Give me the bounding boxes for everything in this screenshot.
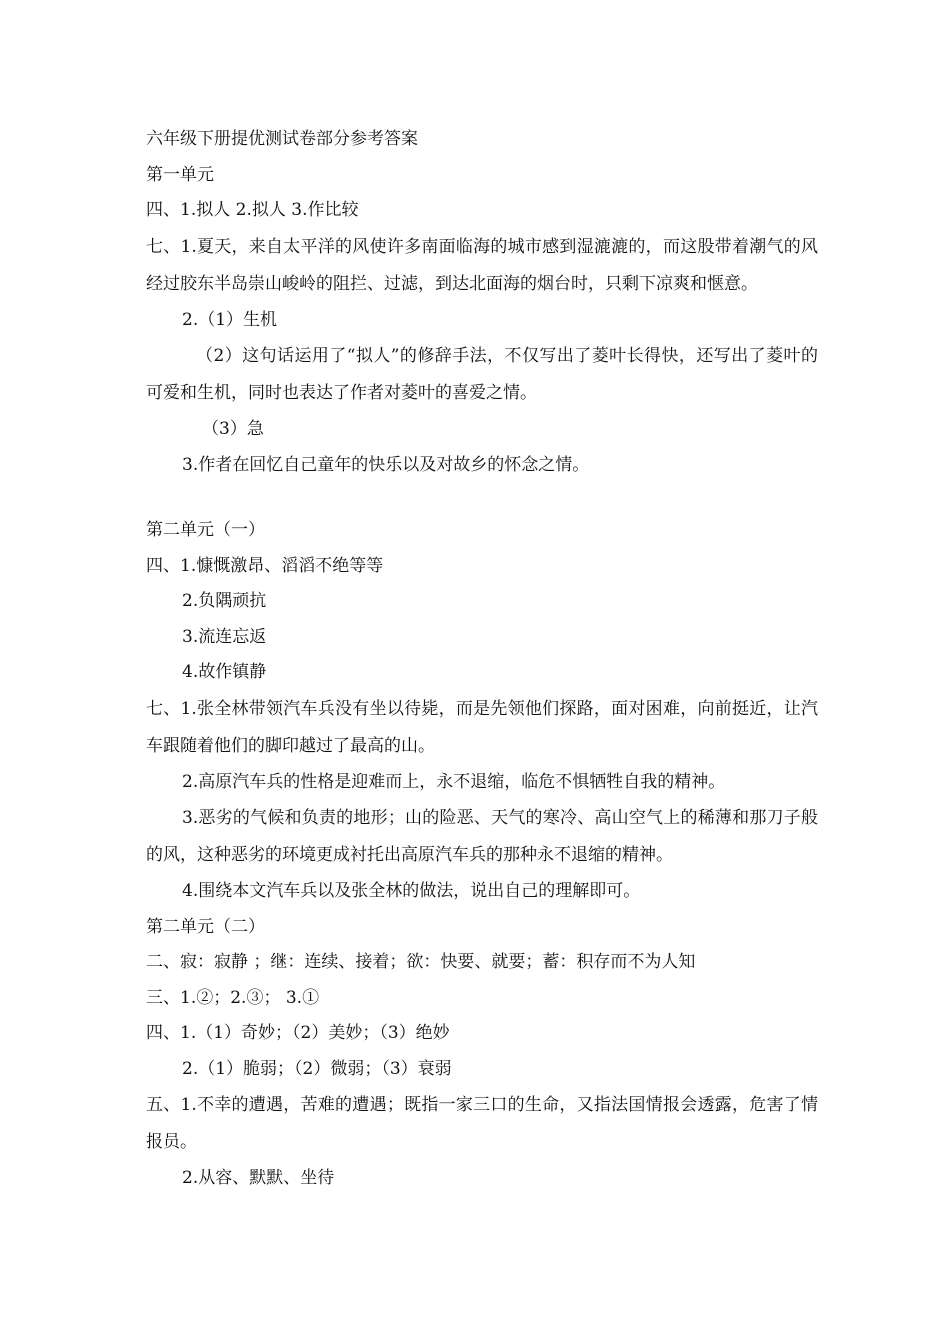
unit2b-q3-answer: 三、1.②；2.③； 3.① bbox=[146, 987, 320, 1008]
unit2a-q4-2-answer: 2.负隅顽抗 bbox=[182, 591, 267, 611]
unit2a-q7-2-answer: 2.高原汽车兵的性格是迎难而上，永不退缩，临危不惧牺牲自我的精神。 bbox=[182, 771, 726, 792]
unit2a-heading: 第二单元（一） bbox=[146, 520, 265, 540]
unit1-q7-2-3-answer: （3）急 bbox=[202, 419, 264, 439]
unit2a-q7-4-answer: 4.围绕本文汽车兵以及张全林的做法，说出自己的理解即可。 bbox=[182, 881, 641, 901]
unit1-q7-1-answer: 七、1.夏天，来自太平洋的风使许多南面临海的城市感到湿漉漉的，而这股带着潮气的风经过胶东半岛崇山峻岭的阻拦、过滤，到达北面海的烟台时，只剩下凉爽和惬意。 bbox=[146, 236, 818, 294]
document-title: 六年级下册提优测试卷部分参考答案 bbox=[146, 129, 418, 149]
unit2b-q5-1-answer: 五、1.不幸的遭遇，苦难的遭遇；既指一家三口的生命，又指法国情报会透露，危害了情报员。 bbox=[146, 1095, 818, 1152]
unit2a-q4-3-answer: 3.流连忘返 bbox=[182, 626, 267, 647]
unit1-q4-answer: 四、1.拟人 2.拟人 3.作比较 bbox=[146, 200, 359, 220]
unit2b-heading: 第二单元（二） bbox=[146, 916, 265, 937]
unit2b-q5-2-answer: 2.从容、默默、坐待 bbox=[182, 1168, 335, 1188]
unit1-q7-3-answer: 3.作者在回忆自己童年的快乐以及对故乡的怀念之情。 bbox=[182, 454, 590, 475]
answer-key-body bbox=[146, 122, 818, 1197]
section-spacer bbox=[146, 483, 818, 513]
unit1-heading: 第一单元 bbox=[146, 164, 214, 185]
unit2a-q7-1-answer: 七、1.张全林带领汽车兵没有坐以待毙，而是先领他们探路，面对困难，向前挺近，让汽车跟随着他们的脚印越过了最高的山。 bbox=[146, 698, 818, 756]
unit1-q7-2-1-answer: 2.（1）生机 bbox=[182, 309, 278, 330]
unit1-q7-2-2-answer: （2）这句话运用了“拟人”的修辞手法，不仅写出了菱叶长得快，还写出了菱叶的可爱和生机，同时也表达了作者对菱叶的喜爱之情。 bbox=[146, 346, 818, 403]
unit2a-q4-4-answer: 4.故作镇静 bbox=[182, 662, 267, 682]
unit2a-q4-1-answer: 四、1.慷慨激昂、滔滔不绝等等 bbox=[146, 555, 384, 576]
unit2b-q4-2-answer: 2.（1）脆弱；（2）微弱；（3）衰弱 bbox=[182, 1058, 452, 1079]
unit2b-q4-1-answer: 四、1.（1）奇妙；（2）美妙；（3）绝妙 bbox=[146, 1023, 450, 1043]
unit2a-q7-3-answer: 3.恶劣的气候和负责的地形；山的险恶、天气的寒冷、高山空气上的稀薄和那刀子般的风，这种恶劣的环境更成衬托出高原汽车兵的那种永不退缩的精神。 bbox=[146, 808, 818, 865]
unit2b-q2-answer: 二、寂：寂静 ；继：连续、接着；欲：快要、就要；蓄：积存而不为人知 bbox=[146, 952, 696, 972]
